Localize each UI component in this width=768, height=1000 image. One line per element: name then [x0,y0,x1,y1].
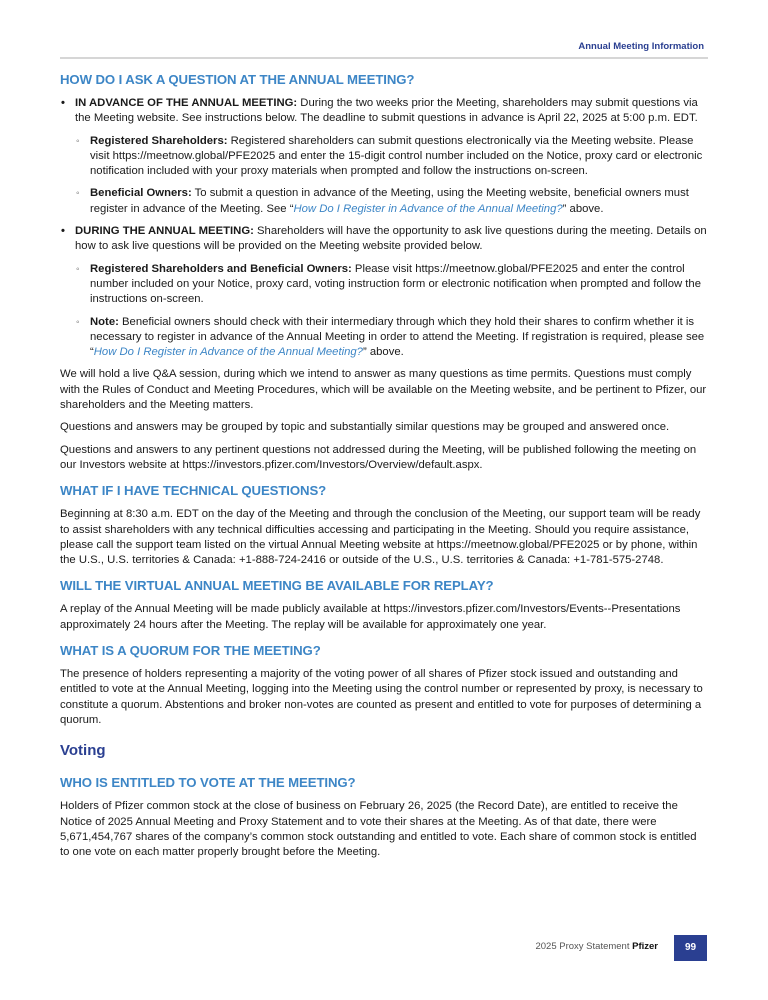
section-quorum [60,643,708,728]
page-number: 99 [674,935,707,961]
heading-ask-question: HOW DO I ASK A QUESTION AT THE ANNUAL MEETING? [60,72,415,87]
paragraph-replay: A replay of the Annual Meeting will be made publicly available at https://investors.pfizer.com/Investors/Events--Presentations approximately 24 hours after the Meeting. The replay will be available for approximately one year. [60,603,681,631]
text: ” above. [362,346,404,359]
register-in-advance-link[interactable]: How Do I Register in Advance of the Annual Meeting? [93,346,363,359]
label: Note: [90,315,119,328]
heading-technical: WHAT IF I HAVE TECHNICAL QUESTIONS? [60,483,327,499]
header-section-label: Annual Meeting Information [578,41,704,52]
label: Registered Shareholders: [90,134,228,147]
page-content [60,72,708,867]
label: Beneficial Owners: [90,187,192,200]
paragraph-qa-session: We will hold a live Q&A session, during which we intend to answer as many questions as time permits. Questions must comply with the Rules of Conduct and Meeting Procedures, which will be available on the Meeting website, and be pertinent to Pfizer, our shareholders and the Meeting matters. [60,368,707,412]
list-item-registered-shareholders [75,134,708,180]
ask-question-list [60,96,708,360]
label: DURING THE ANNUAL MEETING: [75,225,254,238]
text: Beneficial owners should check with their intermediary through which they hold their shares to confirm whether it is necessary to register in advance of the Annual Meeting in order to attend the Meeting. If registration is required, please see “ [90,315,705,359]
text: To submit a question in advance of the Meeting, using the Meeting website, beneficial owners must register in advance of the Meeting. See “ [90,187,689,215]
heading-quorum: WHAT IS A QUORUM FOR THE MEETING? [60,643,321,659]
voting-title: Voting [60,742,106,760]
paragraph-technical: Beginning at 8:30 a.m. EDT on the day of the Meeting and through the conclusion of the Meeting, our support team will be ready to assist shareholders with any technical difficulties accessing and participating in the Meeting. Should you require assistance, please call the support team listed on the virtual Annual Meeting website at https://meetnow.global/PFE2025 or by phone, within the U.S., U.S. territories & Canada: +1-888-724-2416 or outside of the U.S., U.S. territories & Canada: +1-781-575-2748. [60,508,701,567]
text: Please visit https://meetnow.global/PFE2025 and enter the control number included on your Notice, proxy card, voting instruction form or electronic notification when prompted and follow the instructions on-screen. [90,262,701,306]
list-item-beneficial-owners [75,186,708,217]
section-voting [60,742,708,860]
footer-doc-label [535,941,658,952]
list-item-during-meeting [60,224,708,360]
paragraph-entitled-to-vote: Holders of Pfizer common stock at the close of business on February 26, 2025 (the Record Date), are entitled to receive the Notice of 2025 Annual Meeting and Proxy Statement and to vote their shares at the Meeting. As of that date, there were 5,671,454,767 shares of the company’s common stock outstanding and entitled to vote. Each share of common stock is entitled to one vote on each matter properly brought before the Meeting. [60,800,697,859]
paragraph-grouping: Questions and answers may be grouped by topic and substantially similar questions may be grouped and answered once. [60,421,670,434]
paragraph-publication: Questions and answers to any pertinent questions not addressed during the Meeting, will be published following the meeting on our Investors website at https://investors.pfizer.com/Investors/Overview/default.aspx. [60,443,697,471]
list-item-registered-and-beneficial [75,262,708,308]
label: Registered Shareholders and Beneficial Owners: [90,262,352,275]
doc-title: 2025 Proxy Statement [535,941,633,952]
sub-list [75,134,708,217]
list-item-in-advance [60,96,708,217]
brand-name: Pfizer [632,941,658,952]
header-rule [60,57,708,59]
section-technical [60,483,708,568]
list-item-note [75,315,708,361]
register-in-advance-link[interactable]: How Do I Register in Advance of the Annual Meeting? [293,202,563,215]
section-replay [60,578,708,633]
sub-list [75,262,708,361]
heading-entitled-to-vote: WHO IS ENTITLED TO VOTE AT THE MEETING? [60,775,356,791]
text: During the two weeks prior the Meeting, shareholders may submit questions via the Meeting website. See instructions below. The deadline to submit questions in advance is April 22, 2025 at 5:00 p.m. EDT. [75,97,698,125]
label: IN ADVANCE OF THE ANNUAL MEETING: [75,97,298,109]
text: ” above. [562,202,604,215]
text: Shareholders will have the opportunity to ask live questions during the meeting. Details on how to ask live questions will be provided on the Meeting website provided below. [75,225,707,253]
text: Registered shareholders can submit questions electronically via the Meeting website. Please visit https://meetnow.global/PFE2025 and enter the 15-digit control number included on the Notice, proxy card or electronic notification included with your proxy materials when prompted and follow the instructions on-screen. [90,134,703,178]
heading-replay: WILL THE VIRTUAL ANNUAL MEETING BE AVAILABLE FOR REPLAY? [60,578,494,594]
paragraph-quorum: The presence of holders representing a majority of the voting power of all shares of Pfizer stock issued and outstanding and entitled to vote at the Annual Meeting, logging into the Meeting using the control number or represented by proxy, is necessary to constitute a quorum. Abstentions and broker non-votes are counted as present and entitled to vote for purposes of determining a quorum. [60,668,703,726]
